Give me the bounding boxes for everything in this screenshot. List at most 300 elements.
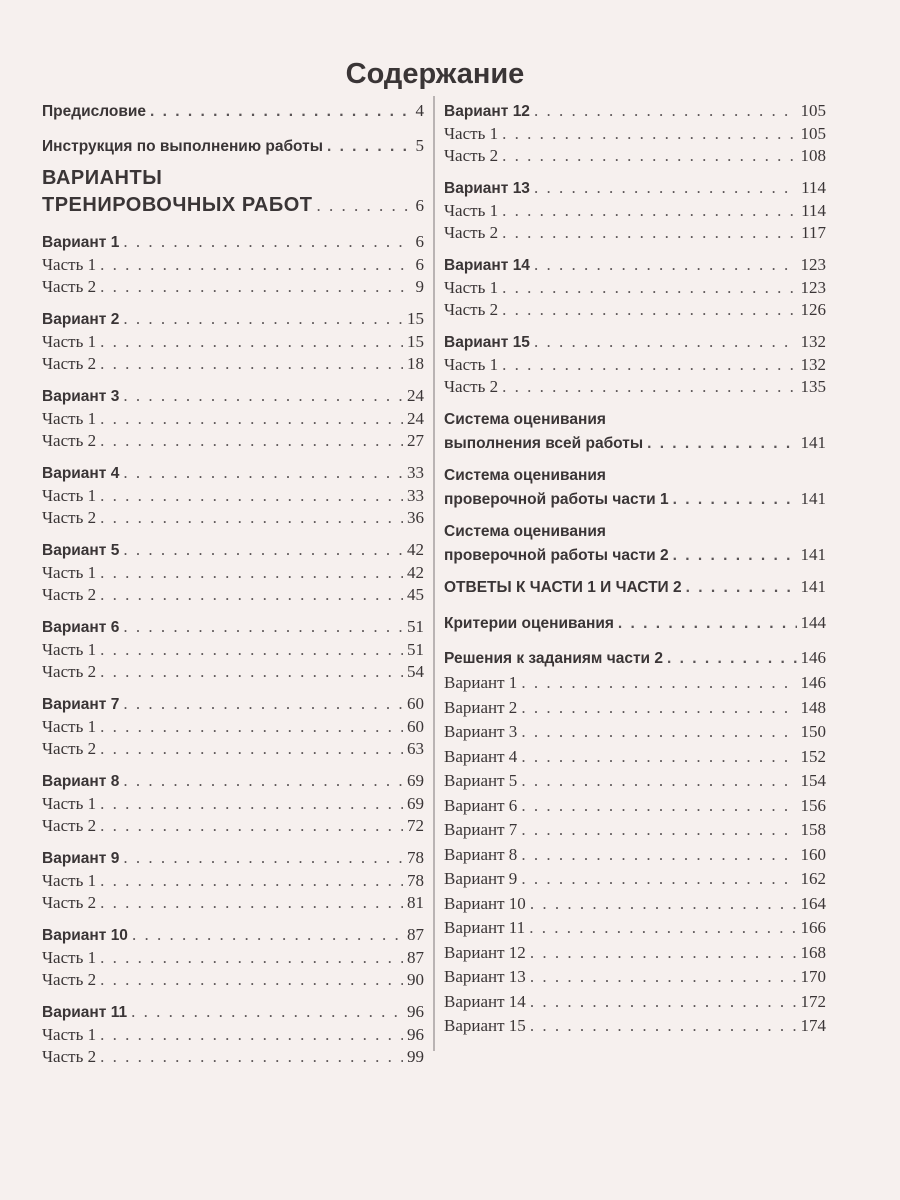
toc-entry-label-line1: Система оценивания xyxy=(444,411,606,428)
leader-dots xyxy=(100,716,403,739)
toc-entry-page: 24 xyxy=(407,408,424,428)
toc-entry-label: Часть 1 xyxy=(444,200,499,220)
toc-entry-page: 108 xyxy=(800,146,826,165)
toc-entry-label-line2: проверочной работы части 2 xyxy=(444,547,669,564)
leader-dots xyxy=(150,101,411,124)
toc-entry-label: Часть 2 xyxy=(42,585,97,604)
toc-entry-solution-variant[interactable] xyxy=(444,720,826,745)
leader-dots xyxy=(123,231,411,254)
toc-entry-label: Вариант 1 xyxy=(444,673,518,692)
toc-entry-variant[interactable] xyxy=(444,254,826,277)
leader-dots xyxy=(100,1046,403,1069)
leader-dots xyxy=(100,969,403,992)
toc-entry-page: 166 xyxy=(800,918,826,937)
toc-entry-page: 141 xyxy=(800,577,826,596)
toc-entry-variant[interactable] xyxy=(42,1001,424,1024)
leader-dots xyxy=(100,1024,403,1047)
toc-variant-group xyxy=(42,539,424,607)
toc-entry-page: 78 xyxy=(407,848,424,867)
toc-entry-page: 9 xyxy=(415,277,424,296)
toc-entry-part-2[interactable] xyxy=(42,892,424,915)
toc-entry-solution-variant[interactable] xyxy=(444,745,826,770)
toc-entry-part-2[interactable] xyxy=(444,299,826,322)
toc-entry-part-1[interactable] xyxy=(42,639,424,662)
toc-variant-group xyxy=(444,177,826,245)
toc-entry-part-2[interactable] xyxy=(42,738,424,761)
toc-entry-variant[interactable] xyxy=(42,847,424,870)
leader-dots xyxy=(327,136,412,159)
leader-dots xyxy=(100,276,411,299)
toc-entry-solution-variant[interactable] xyxy=(444,794,826,819)
leader-dots xyxy=(100,870,403,893)
toc-entry-label: Вариант 13 xyxy=(444,967,526,986)
toc-entry-part-1[interactable] xyxy=(444,277,826,300)
toc-entry-part-2[interactable] xyxy=(42,353,424,376)
leader-dots xyxy=(521,696,796,721)
toc-entry-page: 15 xyxy=(407,331,424,351)
toc-entry-page: 81 xyxy=(407,893,424,912)
toc-entry-grading-part2[interactable] xyxy=(444,520,826,567)
toc-entry-page: 27 xyxy=(407,431,424,450)
toc-variant-group xyxy=(42,462,424,530)
toc-entry-solution-variant[interactable] xyxy=(444,769,826,794)
toc-entry-label: Часть 2 xyxy=(42,893,97,912)
toc-entry-page: 96 xyxy=(407,1024,424,1044)
leader-dots xyxy=(521,769,796,794)
leader-dots xyxy=(100,892,403,915)
leader-dots xyxy=(100,485,403,508)
toc-entry-solution-variant[interactable] xyxy=(444,843,826,868)
toc-entry-label: Критерии оценивания xyxy=(444,614,614,632)
toc-entry-part-2[interactable] xyxy=(42,507,424,530)
toc-entry-label: Часть 1 xyxy=(42,639,97,659)
toc-entry-label-line2: проверочной работы части 1 xyxy=(444,491,669,508)
toc-entry-page: 6 xyxy=(415,254,424,274)
leader-dots xyxy=(686,577,797,600)
toc-entry-variant[interactable] xyxy=(444,177,826,200)
toc-entry-criteria[interactable] xyxy=(444,612,826,635)
leader-dots xyxy=(521,818,796,843)
leader-dots xyxy=(529,916,796,941)
toc-entry-page: 36 xyxy=(407,508,424,527)
toc-entry-page: 132 xyxy=(800,332,826,351)
toc-variant-group xyxy=(444,254,826,322)
toc-entry-label: Вариант 6 xyxy=(444,795,518,815)
toc-entry-label: Часть 1 xyxy=(42,870,97,890)
toc-entry-page: 90 xyxy=(407,970,424,989)
toc-entry-label: Вариант 5 xyxy=(444,771,518,790)
toc-entry-label: Вариант 9 xyxy=(42,850,120,867)
toc-entry-part-1[interactable] xyxy=(444,200,826,223)
toc-entry-page: 168 xyxy=(800,942,826,962)
toc-entry-page: 123 xyxy=(800,255,826,274)
toc-entry-label: Вариант 4 xyxy=(42,465,120,482)
leader-dots xyxy=(534,177,797,200)
toc-entry-label: Вариант 8 xyxy=(444,844,518,864)
toc-entry-solution-variant[interactable] xyxy=(444,867,826,892)
page-title: Содержание xyxy=(345,58,525,90)
leader-dots xyxy=(618,613,797,636)
leader-dots xyxy=(534,100,797,123)
toc-entry-label: Вариант 11 xyxy=(42,1004,128,1021)
toc-entry-label: Часть 2 xyxy=(42,431,97,450)
toc-entry-solution-variant[interactable] xyxy=(444,990,826,1015)
toc-entry-label: Часть 2 xyxy=(444,300,499,319)
toc-entry-part-2[interactable] xyxy=(42,1046,424,1069)
toc-entry-label: Вариант 2 xyxy=(42,311,120,328)
toc-entry-page: 51 xyxy=(407,639,424,659)
toc-entry-page: 51 xyxy=(407,617,424,636)
toc-entry-label: Вариант 9 xyxy=(444,869,518,888)
toc-entry-grading-all[interactable] xyxy=(444,408,826,455)
toc-entry-part-1[interactable] xyxy=(42,408,424,431)
leader-dots xyxy=(502,222,797,245)
toc-entry-variant[interactable] xyxy=(42,385,424,408)
leader-dots xyxy=(100,430,403,453)
toc-entry-page: 141 xyxy=(800,489,826,508)
toc-entry-label: Вариант 4 xyxy=(444,746,518,766)
toc-entry-part-2[interactable] xyxy=(42,969,424,992)
toc-entry-solutions[interactable] xyxy=(444,647,826,671)
toc-entry-label: Часть 2 xyxy=(42,816,97,835)
toc-entry-part-2[interactable] xyxy=(444,145,826,168)
toc-entry-label: Часть 1 xyxy=(42,716,97,736)
toc-entry-part-2[interactable] xyxy=(42,276,424,299)
toc-entry-part-1[interactable] xyxy=(42,947,424,970)
toc-entry-answers[interactable] xyxy=(444,576,826,599)
leader-dots xyxy=(100,584,403,607)
toc-entry-part-2[interactable] xyxy=(444,222,826,245)
toc-entry-page: 87 xyxy=(407,947,424,967)
toc-entry-label-line2: выполнения всей работы xyxy=(444,435,644,452)
toc-entry-page: 6 xyxy=(415,232,424,251)
toc-entry-page: 148 xyxy=(800,697,826,717)
toc-entry-page: 156 xyxy=(800,795,826,815)
leader-dots xyxy=(100,661,403,684)
toc-entry-page: 60 xyxy=(407,716,424,736)
toc-variant-group xyxy=(42,308,424,376)
leader-dots xyxy=(521,843,796,868)
leader-dots xyxy=(521,671,796,696)
toc-entry-page: 144 xyxy=(800,612,826,632)
toc-entry-page: 87 xyxy=(407,925,424,944)
toc-entry-page: 99 xyxy=(407,1047,424,1066)
toc-variant-group xyxy=(42,616,424,684)
toc-entry-page: 126 xyxy=(800,300,826,319)
section-title-line2: ТРЕНИРОВОЧНЫХ РАБОТ xyxy=(42,194,313,216)
toc-entry-page: 105 xyxy=(800,101,826,120)
toc-variant-group xyxy=(42,1001,424,1069)
toc-variant-group xyxy=(444,331,826,399)
leader-dots xyxy=(530,1014,797,1039)
leader-dots xyxy=(530,965,797,990)
toc-entry-page: 42 xyxy=(407,540,424,559)
toc-entry-part-1[interactable] xyxy=(42,793,424,816)
leader-dots xyxy=(534,254,797,277)
toc-entry-page: 6 xyxy=(415,196,424,215)
toc-entry-label: Часть 2 xyxy=(444,223,499,242)
leader-dots xyxy=(100,738,403,761)
toc-entry-label: Вариант 12 xyxy=(444,942,526,962)
toc-entry-variant[interactable] xyxy=(444,331,826,354)
toc-entry-preface[interactable] xyxy=(42,100,424,123)
toc-entry-page: 135 xyxy=(800,377,826,396)
toc-entry-part-2[interactable] xyxy=(42,430,424,453)
leader-dots xyxy=(534,331,797,354)
leader-dots xyxy=(673,489,797,512)
leader-dots xyxy=(530,941,797,966)
toc-entry-label: Вариант 6 xyxy=(42,619,120,636)
toc-entry-instructions[interactable] xyxy=(42,135,424,158)
toc-entry-variant[interactable] xyxy=(42,308,424,331)
toc-entry-page: 69 xyxy=(407,771,424,790)
leader-dots xyxy=(100,947,403,970)
toc-entry-label: Часть 1 xyxy=(42,793,97,813)
toc-entry-label: Вариант 7 xyxy=(444,820,518,839)
leader-dots xyxy=(123,693,403,716)
toc-entry-part-1[interactable] xyxy=(42,254,424,277)
toc-entry-part-2[interactable] xyxy=(42,584,424,607)
toc-entry-page: 164 xyxy=(800,893,826,913)
leader-dots xyxy=(502,123,796,146)
toc-entry-part-2[interactable] xyxy=(42,661,424,684)
toc-entry-label: Вариант 3 xyxy=(42,388,120,405)
toc-entry-solution-variant[interactable] xyxy=(444,916,826,941)
leader-dots xyxy=(502,200,797,223)
toc-entry-page: 114 xyxy=(801,200,826,220)
toc-entry-page: 114 xyxy=(801,178,826,197)
toc-entry-page: 33 xyxy=(407,463,424,482)
toc-entry-label: Вариант 15 xyxy=(444,334,530,351)
toc-entry-label: Вариант 3 xyxy=(444,722,518,741)
toc-entry-page: 162 xyxy=(800,869,826,888)
leader-dots xyxy=(123,385,403,408)
toc-entry-grading-part1[interactable] xyxy=(444,464,826,511)
toc-entry-label: Вариант 1 xyxy=(42,234,120,251)
toc-entry-label: Часть 1 xyxy=(42,408,97,428)
toc-entry-label-line1: Система оценивания xyxy=(444,523,606,540)
toc-entry-page: 117 xyxy=(801,223,826,242)
toc-entry-page: 45 xyxy=(407,585,424,604)
leader-dots xyxy=(132,924,403,947)
toc-entry-part-1[interactable] xyxy=(42,562,424,585)
leader-dots xyxy=(530,990,797,1015)
leader-dots xyxy=(100,353,403,376)
toc-entry-page: 60 xyxy=(407,694,424,713)
toc-entry-part-1[interactable] xyxy=(42,1024,424,1047)
toc-entry-label: Часть 2 xyxy=(42,277,97,296)
toc-entry-part-1[interactable] xyxy=(42,485,424,508)
leader-dots xyxy=(667,648,797,671)
toc-entry-variant[interactable] xyxy=(42,231,424,254)
toc-entry-part-1[interactable] xyxy=(42,716,424,739)
leader-dots xyxy=(100,331,403,354)
leader-dots xyxy=(673,545,797,568)
toc-entry-page: 172 xyxy=(800,991,826,1011)
toc-variant-group xyxy=(42,770,424,838)
toc-section-variants[interactable] xyxy=(42,165,424,219)
toc-entry-label: Часть 2 xyxy=(42,1047,97,1066)
toc-entry-label: Часть 1 xyxy=(42,562,97,582)
toc-entry-variant[interactable] xyxy=(42,693,424,716)
leader-dots xyxy=(123,770,403,793)
toc-entry-label: Часть 2 xyxy=(42,354,97,373)
leader-dots xyxy=(530,892,797,917)
leader-dots xyxy=(123,308,403,331)
toc-entry-label: Часть 1 xyxy=(42,331,97,351)
toc-entry-page: 42 xyxy=(407,562,424,582)
toc-entry-label: Инструкция по выполнению работы xyxy=(42,137,323,155)
solution-variants-list xyxy=(444,671,826,1039)
toc-entry-variant[interactable] xyxy=(42,924,424,947)
toc-entry-label: Вариант 13 xyxy=(444,180,530,197)
toc-entry-label: Часть 1 xyxy=(42,254,97,274)
toc-variant-group xyxy=(42,385,424,453)
toc-entry-page: 78 xyxy=(407,870,424,890)
toc-entry-label: Часть 1 xyxy=(42,485,97,505)
toc-entry-label: Вариант 15 xyxy=(444,1016,526,1035)
toc-entry-label: Часть 1 xyxy=(42,1024,97,1044)
toc-entry-label: Вариант 14 xyxy=(444,991,526,1011)
leader-dots xyxy=(521,867,796,892)
toc-entry-page: 152 xyxy=(800,746,826,766)
toc-variant-group xyxy=(42,693,424,761)
leader-dots xyxy=(521,720,796,745)
toc-entry-solution-variant[interactable] xyxy=(444,696,826,721)
toc-entry-page: 5 xyxy=(415,135,424,155)
toc-entry-part-2[interactable] xyxy=(42,815,424,838)
toc-entry-label: Вариант 12 xyxy=(444,103,530,120)
toc-entry-part-1[interactable] xyxy=(444,354,826,377)
toc-entry-solution-variant[interactable] xyxy=(444,671,826,696)
leader-dots xyxy=(123,847,403,870)
toc-entry-page: 141 xyxy=(800,545,826,564)
toc-entry-label: Часть 2 xyxy=(42,508,97,527)
toc-entry-variant[interactable] xyxy=(444,100,826,123)
toc-entry-variant[interactable] xyxy=(42,539,424,562)
toc-entry-page: 174 xyxy=(800,1016,826,1035)
leader-dots xyxy=(502,145,796,168)
toc-variant-group xyxy=(42,231,424,299)
toc-entry-label: Вариант 5 xyxy=(42,542,120,559)
toc-entry-label: ОТВЕТЫ К ЧАСТИ 1 И ЧАСТИ 2 xyxy=(444,579,682,596)
toc-variant-group xyxy=(444,100,826,168)
toc-entry-label: Вариант 7 xyxy=(42,696,120,713)
leader-dots xyxy=(123,616,403,639)
leader-dots xyxy=(100,408,403,431)
leader-dots xyxy=(100,639,403,662)
toc-entry-part-1[interactable] xyxy=(444,123,826,146)
toc-entry-page: 105 xyxy=(800,123,826,143)
leader-dots xyxy=(521,794,796,819)
toc-entry-solution-variant[interactable] xyxy=(444,1014,826,1039)
toc-variant-group xyxy=(42,924,424,992)
toc-entry-label: Часть 1 xyxy=(444,277,499,297)
toc-entry-page: 72 xyxy=(407,816,424,835)
toc-entry-solution-variant[interactable] xyxy=(444,892,826,917)
leader-dots xyxy=(502,277,796,300)
toc-entry-variant[interactable] xyxy=(42,770,424,793)
toc-entry-page: 160 xyxy=(800,844,826,864)
leader-dots xyxy=(100,793,403,816)
toc-entry-page: 146 xyxy=(800,673,826,692)
toc-entry-solution-variant[interactable] xyxy=(444,818,826,843)
left-column xyxy=(42,100,424,1078)
toc-entry-label: Вариант 10 xyxy=(444,893,526,913)
toc-entry-label: Вариант 14 xyxy=(444,257,530,274)
leader-dots xyxy=(521,745,796,770)
leader-dots xyxy=(502,354,796,377)
toc-entry-label: Часть 2 xyxy=(444,146,499,165)
toc-entry-page: 123 xyxy=(800,277,826,297)
toc-entry-variant[interactable] xyxy=(42,616,424,639)
toc-entry-label: Часть 2 xyxy=(444,377,499,396)
leader-dots xyxy=(502,299,796,322)
toc-entry-solution-variant[interactable] xyxy=(444,941,826,966)
leader-dots xyxy=(100,815,403,838)
toc-entry-page: 146 xyxy=(800,648,826,667)
toc-entry-label: Вариант 11 xyxy=(444,918,526,937)
leader-dots xyxy=(123,539,403,562)
toc-entry-part-1[interactable] xyxy=(42,331,424,354)
toc-variant-group xyxy=(42,847,424,915)
column-divider xyxy=(433,96,435,1051)
toc-entry-page: 63 xyxy=(407,739,424,758)
toc-entry-label: Часть 2 xyxy=(42,662,97,681)
toc-entry-page: 132 xyxy=(800,354,826,374)
leader-dots xyxy=(100,254,411,277)
toc-entry-page: 158 xyxy=(800,820,826,839)
toc-entry-label: Часть 1 xyxy=(444,123,499,143)
toc-entry-page: 24 xyxy=(407,386,424,405)
toc-entry-page: 33 xyxy=(407,485,424,505)
toc-entry-page: 154 xyxy=(800,771,826,790)
toc-entry-label-line1: Система оценивания xyxy=(444,467,606,484)
section-title-line1: ВАРИАНТЫ xyxy=(42,167,163,189)
right-variants-list xyxy=(444,100,826,399)
toc-entry-solution-variant[interactable] xyxy=(444,965,826,990)
leader-dots xyxy=(131,1001,403,1024)
leader-dots xyxy=(502,376,796,399)
leader-dots xyxy=(100,507,403,530)
toc-entry-page: 15 xyxy=(407,309,424,328)
toc-entry-label: Часть 1 xyxy=(444,354,499,374)
toc-entry-label: Вариант 2 xyxy=(444,697,518,717)
toc-entry-label: Вариант 8 xyxy=(42,773,120,790)
toc-entry-label: Вариант 10 xyxy=(42,927,128,944)
toc-entry-variant[interactable] xyxy=(42,462,424,485)
toc-entry-label: Решения к заданиям части 2 xyxy=(444,650,663,667)
leader-dots xyxy=(647,433,796,456)
toc-entry-page: 54 xyxy=(407,662,424,681)
leader-dots xyxy=(100,562,403,585)
toc-entry-page: 69 xyxy=(407,793,424,813)
left-variants-list xyxy=(42,231,424,1069)
toc-entry-page: 4 xyxy=(415,101,424,120)
toc-entry-page: 150 xyxy=(800,722,826,741)
toc-entry-part-1[interactable] xyxy=(42,870,424,893)
toc-entry-label: Часть 2 xyxy=(42,970,97,989)
toc-entry-label: Часть 2 xyxy=(42,739,97,758)
toc-entry-label: Предисловие xyxy=(42,103,147,120)
toc-entry-page: 170 xyxy=(800,967,826,986)
leader-dots xyxy=(123,462,403,485)
right-column xyxy=(444,100,826,1039)
toc-entry-page: 18 xyxy=(407,354,424,373)
leader-dots xyxy=(317,192,412,219)
toc-entry-part-2[interactable] xyxy=(444,376,826,399)
toc-entry-page: 141 xyxy=(800,433,826,452)
